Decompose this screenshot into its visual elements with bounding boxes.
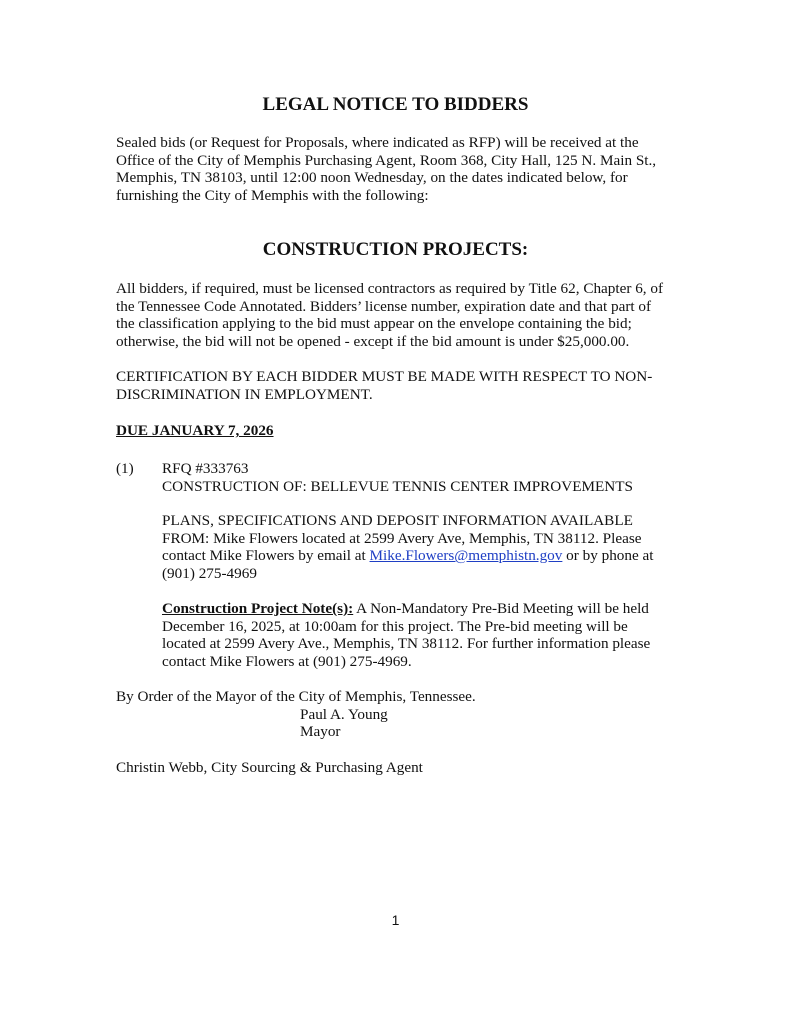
intro-line: furnishing the City of Memphis with the following: bbox=[116, 186, 429, 204]
note-line-first bbox=[162, 600, 702, 618]
signer-name: Paul A. Young bbox=[300, 706, 388, 723]
certification-line: CERTIFICATION BY EACH BIDDER MUST BE MADE WITH RESPECT TO NON- bbox=[116, 368, 653, 385]
license-paragraph bbox=[116, 280, 696, 350]
item-header bbox=[162, 460, 702, 495]
license-line: All bidders, if required, must be licensed contractors as required by Title 62, Chapter 6, of bbox=[116, 280, 664, 297]
plans-line-prefix: contact Mike Flowers by email at bbox=[162, 547, 370, 564]
plans-line-contact bbox=[162, 547, 702, 565]
certification-paragraph bbox=[116, 368, 696, 403]
intro-line: Office of the City of Memphis Purchasing Agent, Room 368, City Hall, 125 N. Main St., bbox=[116, 151, 657, 169]
item-number: (1) bbox=[116, 460, 134, 477]
intro-line: Memphis, TN 38103, until 12:00 noon Wednesday, on the dates indicated below, for bbox=[116, 169, 628, 186]
note-line-text: A Non-Mandatory Pre-Bid Meeting will be held bbox=[353, 600, 649, 617]
plans-line: FROM: Mike Flowers located at 2599 Avery Ave, Memphis, TN 38112. Please bbox=[162, 529, 642, 547]
document-title: LEGAL NOTICE TO BIDDERS bbox=[262, 94, 529, 115]
certification-line: DISCRIMINATION IN EMPLOYMENT. bbox=[116, 385, 373, 403]
plans-line-suffix: or by phone at bbox=[562, 547, 654, 564]
section-title: CONSTRUCTION PROJECTS: bbox=[262, 239, 529, 260]
due-date-heading: DUE JANUARY 7, 2026 bbox=[116, 422, 274, 439]
license-line: the classification applying to the bid must appear on the envelope containing the bid; bbox=[116, 315, 632, 332]
license-line: the Tennessee Code Annotated. Bidders’ license number, expiration date and that part of bbox=[116, 297, 652, 315]
purchasing-agent: Christin Webb, City Sourcing & Purchasing Agent bbox=[116, 759, 423, 776]
note-line: located at 2599 Avery Ave., Memphis, TN 38112. For further information please bbox=[162, 635, 651, 652]
rfq-number: RFQ #333763 bbox=[162, 460, 249, 477]
page-number: 1 bbox=[391, 912, 400, 928]
project-note-paragraph bbox=[162, 600, 702, 670]
signer-title: Mayor bbox=[300, 723, 341, 740]
note-label: Construction Project Note(s): bbox=[162, 600, 354, 617]
phone-number: (901) 275-4969 bbox=[162, 564, 257, 582]
license-line: otherwise, the bid will not be opened - except if the bid amount is under $25,000.00. bbox=[116, 332, 630, 350]
plans-paragraph bbox=[162, 512, 702, 582]
construction-of: CONSTRUCTION OF: BELLEVUE TENNIS CENTER IMPROVEMENTS bbox=[162, 477, 633, 495]
by-order-line: By Order of the Mayor of the City of Memphis, Tennessee. bbox=[116, 688, 476, 705]
note-line: December 16, 2025, at 10:00am for this project. The Pre-bid meeting will be bbox=[162, 617, 628, 635]
plans-line: PLANS, SPECIFICATIONS AND DEPOSIT INFORMATION AVAILABLE bbox=[162, 512, 633, 529]
intro-line: Sealed bids (or Request for Proposals, where indicated as RFP) will be received at the bbox=[116, 134, 639, 151]
intro-paragraph bbox=[116, 134, 696, 204]
note-line: contact Mike Flowers at (901) 275-4969. bbox=[162, 652, 412, 670]
email-link[interactable]: Mike.Flowers@memphistn.gov bbox=[369, 547, 563, 564]
